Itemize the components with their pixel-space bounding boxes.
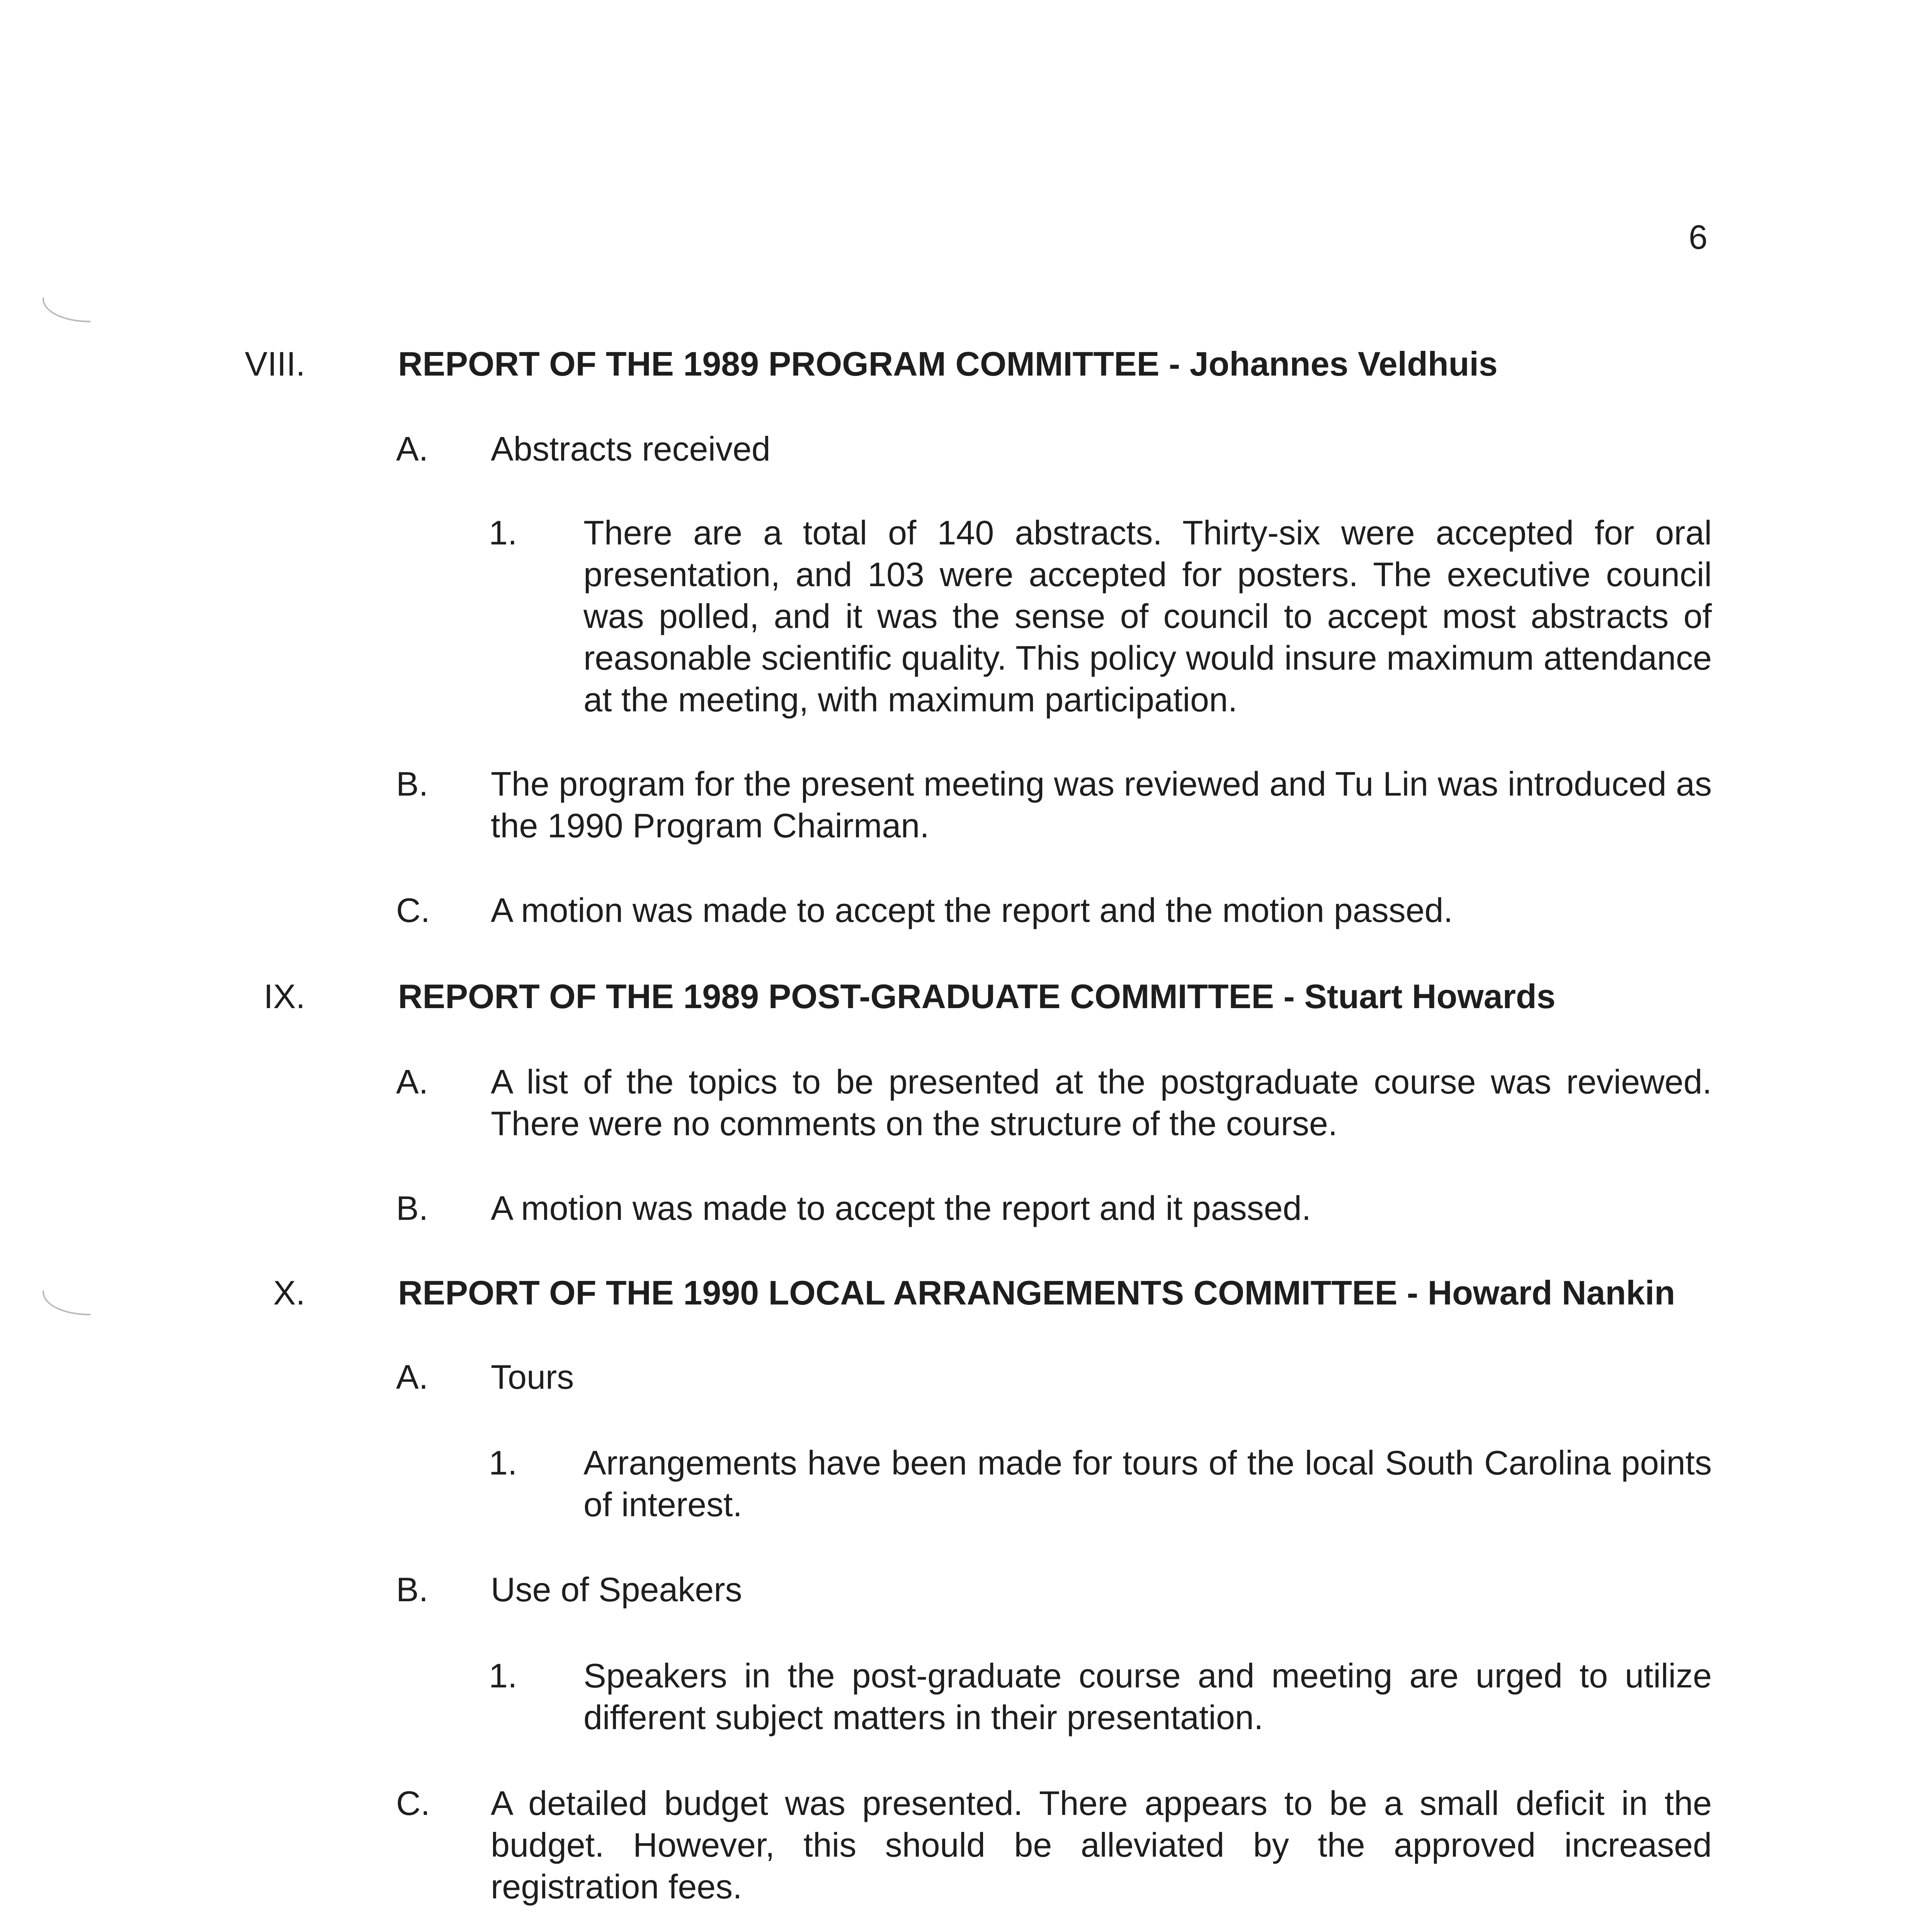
section-title: REPORT OF THE 1989 PROGRAM COMMITTEE - Johannes Veldhuis (398, 345, 1498, 383)
item-letter: C. (396, 891, 430, 929)
section-numeral: VIII. (245, 345, 305, 383)
page-number: 6 (1689, 218, 1708, 256)
binding-mark (43, 1291, 90, 1315)
binding-mark (43, 298, 90, 322)
item-letter: A. (396, 1063, 429, 1101)
section-title: REPORT OF THE 1990 LOCAL ARRANGEMENTS COMMITTEE - Howard Nankin (398, 1274, 1675, 1312)
section-title: REPORT OF THE 1989 POST-GRADUATE COMMITTEE - Stuart Howards (398, 977, 1556, 1015)
item-letter: B. (396, 765, 429, 803)
subitem-number: 1. (489, 1444, 517, 1482)
item-text: Use of Speakers (491, 1570, 742, 1609)
item-text: Abstracts received (491, 430, 771, 468)
item-text: A detailed budget was presented. There appears to be a small deficit in the budget. However, this should be alleviated by the approved increased registration fees. (491, 1784, 1712, 1906)
subitem-number: 1. (489, 1656, 517, 1695)
item-letter: A. (396, 1358, 429, 1396)
item-letter: B. (396, 1189, 429, 1227)
subitem-text: There are a total of 140 abstracts. Thirty-six were accepted for oral presentation, and 103 were accepted for posters. The executive council was polled, and it was the sense of council to accept most abstracts of reasonable scientific quality. This policy would insure maximum attendance at the meeting, with maximum participation. (583, 514, 1712, 719)
item-letter: B. (396, 1570, 429, 1609)
item-text: A list of the topics to be presented at the postgraduate course was reviewed. There were no comments on the structure of the course. (491, 1063, 1712, 1143)
subitem-text: Speakers in the post-graduate course and meeting are urged to utilize different subject matters in their presentation. (583, 1656, 1712, 1736)
item-text: A motion was made to accept the report and the motion passed. (491, 891, 1453, 929)
item-text: Tours (491, 1358, 574, 1396)
section-numeral: IX. (264, 977, 305, 1015)
subitem-text: Arrangements have been made for tours of the local South Carolina points of interest. (583, 1444, 1712, 1524)
item-text: A motion was made to accept the report and it passed. (491, 1189, 1311, 1227)
section-numeral: X. (273, 1274, 305, 1312)
item-letter: A. (396, 430, 429, 468)
item-text: The program for the present meeting was reviewed and Tu Lin was introduced as the 1990 Program Chairman. (491, 765, 1712, 845)
item-letter: C. (396, 1784, 430, 1822)
subitem-number: 1. (489, 514, 517, 552)
